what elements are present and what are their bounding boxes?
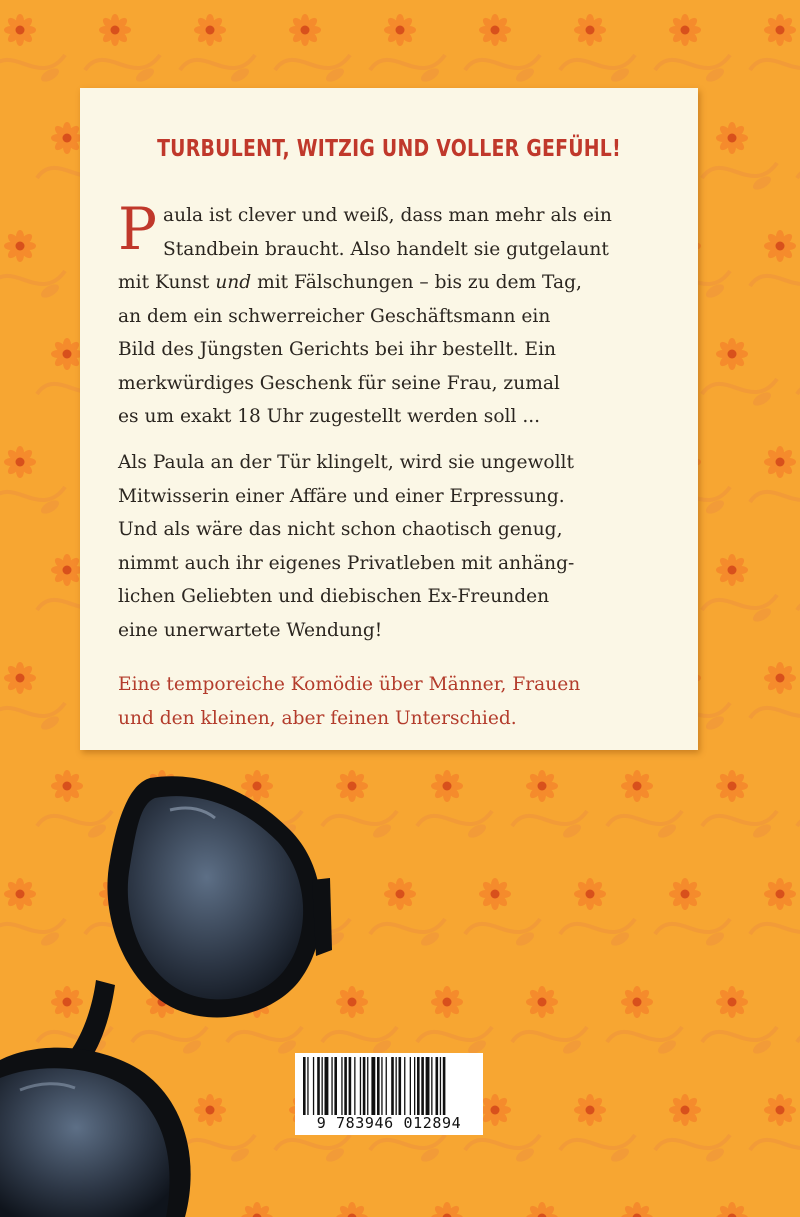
text-line: Mitwisserin einer Affäre und einer Erpressung. [118,485,565,507]
text-line: Standbein braucht. Also handelt sie gutgelaunt [163,238,609,260]
text-line: und den kleinen, aber feinen Unterschied. [118,707,517,729]
blurb-paragraph-1 [118,195,678,434]
barcode [295,1053,483,1135]
text-segment: mit Fälschungen – bis zu dem Tag, [251,272,582,293]
text-line: lichen Geliebten und diebischen Ex-Freunden [118,586,550,607]
headline: TURBULENT, WITZIG UND VOLLER GEFÜHL! [157,136,621,162]
sunglasses-image [0,770,340,1217]
text-line: aula ist clever und weiß, dass man mehr als ein [163,205,612,226]
bridge [70,980,115,1060]
text-line: Als Paula an der Tür klingelt, wird sie ungewollt [118,452,574,473]
text-line: es um exakt 18 Uhr zugestellt werden soll ... [118,406,541,427]
text-line: Und als wäre das nicht schon chaotisch genug, [118,519,563,540]
drop-cap: P [118,195,158,263]
blurb-paragraph-2 [118,446,678,647]
text-line: an dem ein schwerreicher Geschäftsmann ein [118,305,551,327]
blurb-panel [80,88,698,750]
barcode-bars [295,1057,483,1119]
text-segment: mit Kunst [118,272,216,293]
text-line: Eine temporeiche Komödie über Männer, Frauen [118,674,581,695]
tagline [118,668,678,735]
text-line: Bild des Jüngsten Gerichts bei ihr bestellt. Ein [118,339,557,360]
text-line: nimmt auch ihr eigenes Privatleben mit anhäng- [118,552,575,574]
text-line: merkwürdiges Geschenk für seine Frau, zumal [118,372,560,394]
text-line: eine unerwartete Wendung! [118,619,383,641]
emphasis-text: und [215,272,252,293]
text-line [118,266,678,300]
isbn-number: 9 783946 012894 [316,1114,462,1132]
